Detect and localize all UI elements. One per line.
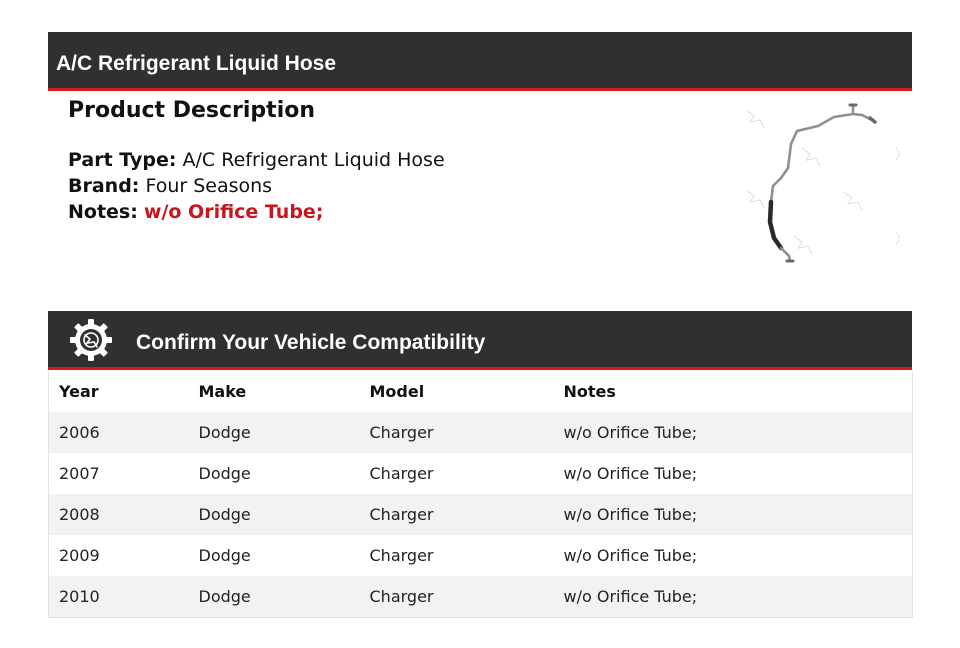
part-type-value: A/C Refrigerant Liquid Hose bbox=[182, 149, 445, 171]
compatibility-bar bbox=[48, 311, 912, 370]
title-bar bbox=[48, 32, 912, 91]
part-type-label: Part Type: bbox=[68, 149, 177, 171]
cell-model: Charger bbox=[369, 505, 434, 524]
part-type-line bbox=[68, 147, 708, 173]
hose-line bbox=[770, 105, 875, 261]
table-row bbox=[49, 412, 913, 453]
compatibility-table bbox=[48, 371, 913, 618]
cell-model: Charger bbox=[369, 464, 434, 483]
cell-model: Charger bbox=[369, 587, 434, 606]
page-title: A/C Refrigerant Liquid Hose bbox=[56, 52, 337, 75]
cell-make: Dodge bbox=[198, 464, 251, 483]
cell-notes: w/o Orifice Tube; bbox=[563, 464, 698, 483]
cell-make: Dodge bbox=[198, 505, 251, 524]
compatibility-title: Confirm Your Vehicle Compatibility bbox=[136, 331, 486, 354]
cell-model: Charger bbox=[369, 546, 434, 565]
cell-year: 2009 bbox=[59, 546, 100, 565]
brand-label: Brand: bbox=[68, 175, 140, 197]
notes-label: Notes: bbox=[68, 201, 138, 223]
notes-line bbox=[68, 199, 708, 225]
cell-year: 2008 bbox=[59, 505, 100, 524]
cell-year: 2006 bbox=[59, 423, 100, 442]
table-row bbox=[49, 453, 913, 494]
brand-line bbox=[68, 173, 708, 199]
cell-notes: w/o Orifice Tube; bbox=[563, 546, 698, 565]
ac-hose-image bbox=[734, 98, 912, 268]
cell-year: 2007 bbox=[59, 464, 100, 483]
cell-notes: w/o Orifice Tube; bbox=[563, 505, 698, 524]
header-model: Model bbox=[369, 382, 425, 401]
cell-make: Dodge bbox=[198, 423, 251, 442]
cell-model: Charger bbox=[369, 423, 434, 442]
cell-notes: w/o Orifice Tube; bbox=[563, 587, 698, 606]
gear-icon bbox=[70, 319, 112, 361]
cell-notes: w/o Orifice Tube; bbox=[563, 423, 698, 442]
product-description bbox=[68, 96, 708, 225]
description-heading: Product Description bbox=[68, 98, 316, 123]
brand-value: Four Seasons bbox=[145, 175, 273, 197]
notes-value: w/o Orifice Tube; bbox=[143, 201, 324, 223]
cell-make: Dodge bbox=[198, 546, 251, 565]
table-row bbox=[49, 576, 913, 618]
table-header-row bbox=[49, 371, 913, 412]
cell-make: Dodge bbox=[198, 587, 251, 606]
table-row bbox=[49, 494, 913, 535]
cell-year: 2010 bbox=[59, 587, 100, 606]
header-year: Year bbox=[59, 382, 99, 401]
header-make: Make bbox=[198, 382, 247, 401]
table-row bbox=[49, 535, 913, 576]
header-notes: Notes bbox=[563, 382, 616, 401]
watermark-logos bbox=[746, 110, 899, 254]
